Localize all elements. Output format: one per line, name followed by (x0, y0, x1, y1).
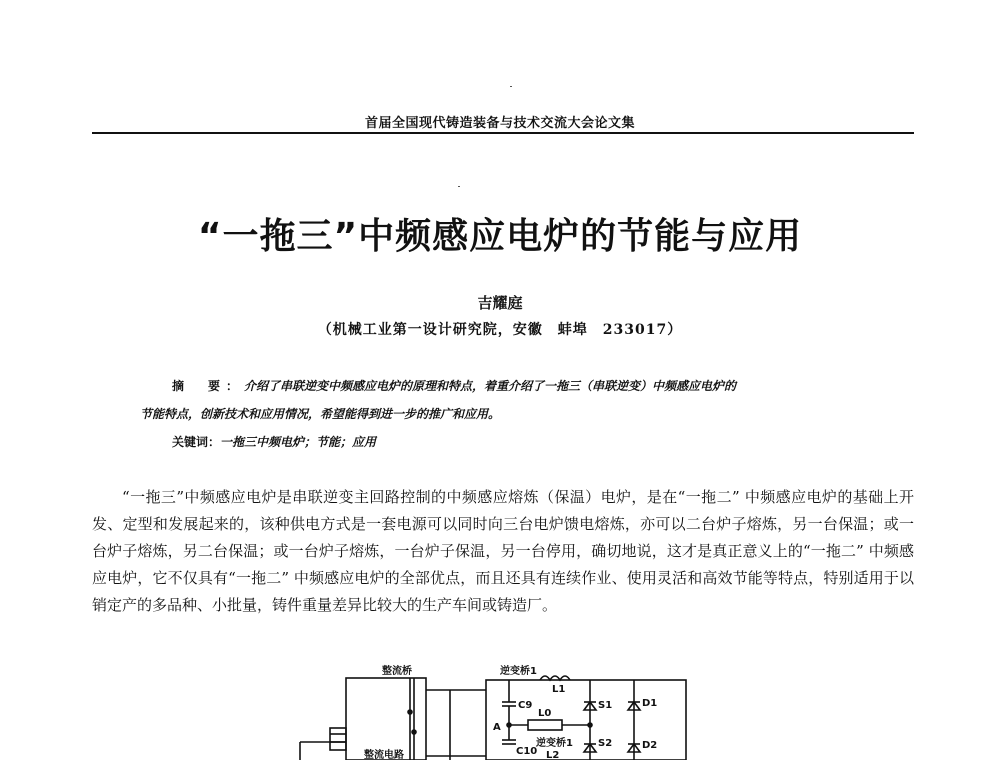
header-rule (92, 132, 914, 134)
abstract-text-1: 介绍了串联逆变中频感应电炉的原理和特点，着重介绍了一拖三（串联逆变）中频感应电炉的 (244, 379, 737, 393)
circuit-diagram (290, 662, 690, 760)
input-breaker (330, 728, 346, 750)
abstract-line-1 (172, 377, 736, 394)
label-C9: C9 (518, 700, 533, 711)
keywords-line (172, 433, 376, 450)
article-title: “一拖三”中频感应电炉的节能与应用 (197, 216, 803, 257)
abstract-label: 摘 要： (172, 379, 245, 393)
label-A: A (493, 722, 501, 733)
running-header: 首届全国现代铸造装备与技术交流大会论文集 (364, 116, 635, 131)
label-C10: C10 (516, 746, 538, 757)
coil-L0 (528, 720, 562, 730)
label-inverter-lower: 逆变桥1 (536, 738, 573, 749)
label-D1: D1 (642, 698, 658, 709)
label-rectifier: 整流桥 (382, 666, 412, 677)
label-L2: L2 (546, 750, 560, 760)
scan-speck (510, 86, 512, 87)
author-name: 吉耀庭 (477, 294, 523, 312)
label-D2: D2 (642, 740, 658, 751)
abstract-text-2: 节能特点，创新技术和应用情况，希望能得到进一步的推广和应用。 (140, 407, 501, 421)
label-S2: S2 (598, 738, 613, 749)
keywords-text: 一拖三中频电炉；节能；应用 (220, 435, 377, 449)
label-bottom: 整流电路 (364, 750, 404, 760)
label-inverter: 逆变桥1 (500, 666, 537, 677)
author-affiliation: （机械工业第一设计研究院，安徽 蚌埠 233017） (317, 322, 683, 338)
body-paragraph: “一拖三”中频感应电炉是串联逆变主回路控制的中频感应熔炼（保温）电炉，是在“一拖二” 中频感应电炉的基础上开发、定型和发展起来的，该种供电方式是一套电源可以同时向三台电炉馈电熔炼，亦可以二台炉子熔炼，另一台保温；或一台炉子熔炼，另二台保温；或一台炉子熔炼，一台炉子保温，另一台停用，确切地说，这才是真正意义上的“一拖二” 中频感应电炉，它不仅具有“一拖二” 中频感应电炉的全部优点，而且还具有连续作业、使用灵活和高效节能等特点，特别适用于以销定产的多品种、小批量，铸件重量差异比较大的生产车间或铸造厂。 (92, 488, 914, 614)
keywords-label: 关键词： (172, 435, 221, 449)
scan-speck (458, 186, 460, 187)
label-S1: S1 (598, 700, 613, 711)
label-L0: L0 (538, 708, 552, 719)
circuit-figure (290, 662, 690, 760)
label-L1: L1 (552, 684, 566, 695)
abstract-line-2 (140, 405, 500, 422)
